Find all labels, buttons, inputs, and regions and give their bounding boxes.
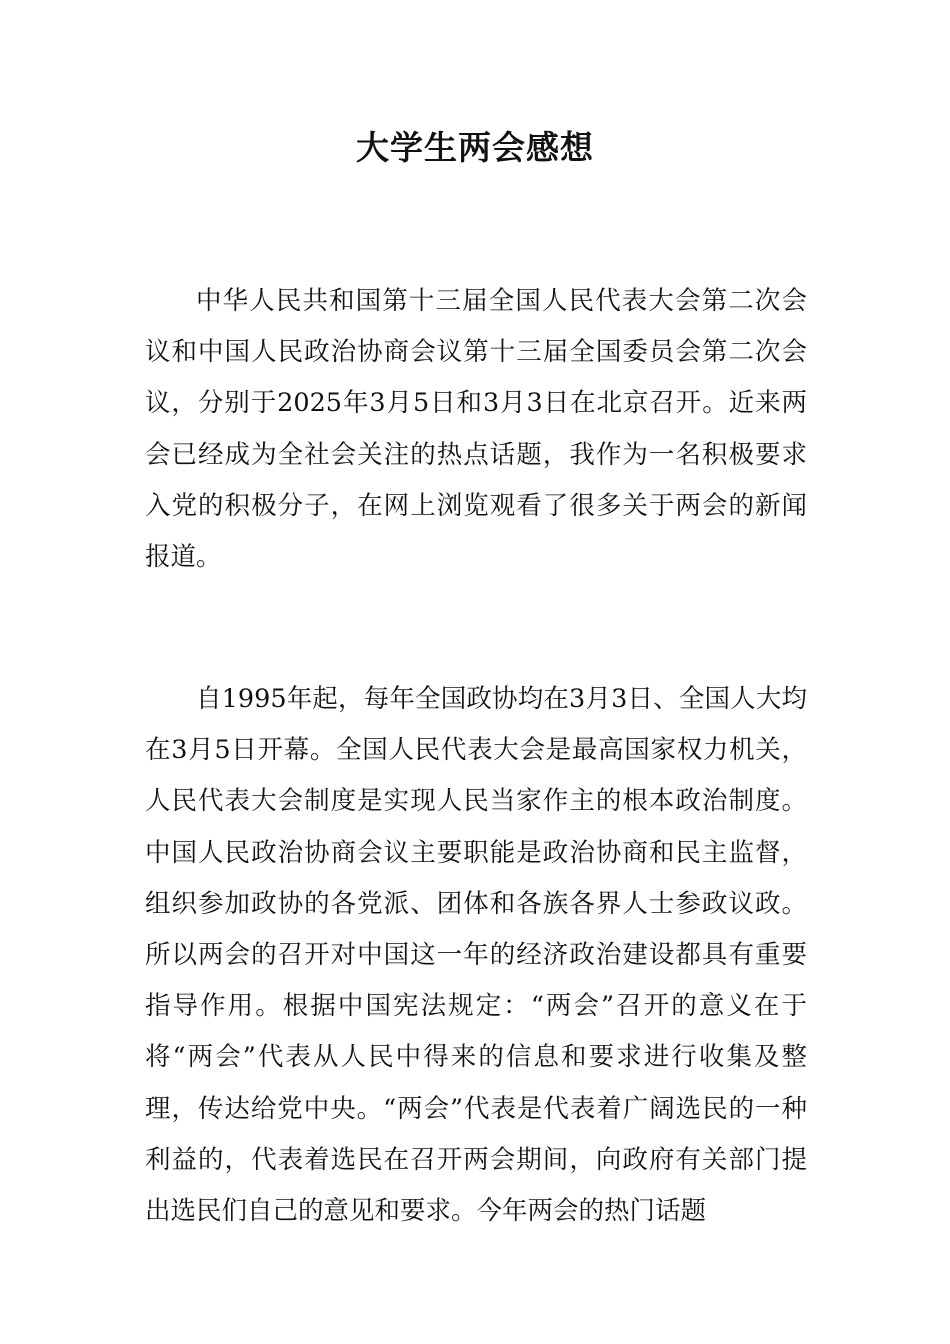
document-title: 大学生两会感想 [356, 128, 594, 167]
paragraph-history: 自1995年起，每年全国政协均在3月3日、全国人大均在3月5日开幕。全国人民代表大会是最高国家权力机关，人民代表大会制度是实现人民当家作主的根本政治制度。中国人民政治协商会议主要职能是政治协商和民主监督，组织参加政协的各党派、团体和各族各界人士参政议政。所以两会的召开对中国这一年的经济政治建设都具有重要指导作用。根据中国宪法规定：“两会”召开的意义在于将“两会”代表从人民中得来的信息和要求进行收集及整理，传达给党中央。“两会”代表是代表着广阔选民的一种利益的，代表着选民在召开两会期间，向政府有关部门提出选民们自己的意见和要求。今年两会的热门话题 [145, 684, 807, 1227]
paragraph-intro: 中华人民共和国第十三届全国人民代表大会第二次会议和中国人民政治协商会议第十三届全国委员会第二次会议，分别于2025年3月5日和3月3日在北京召开。近来两会已经成为全社会关注的热点话题，我作为一名积极要求入党的积极分子，在网上浏览观看了很多关于两会的新闻报道。 [145, 286, 807, 573]
